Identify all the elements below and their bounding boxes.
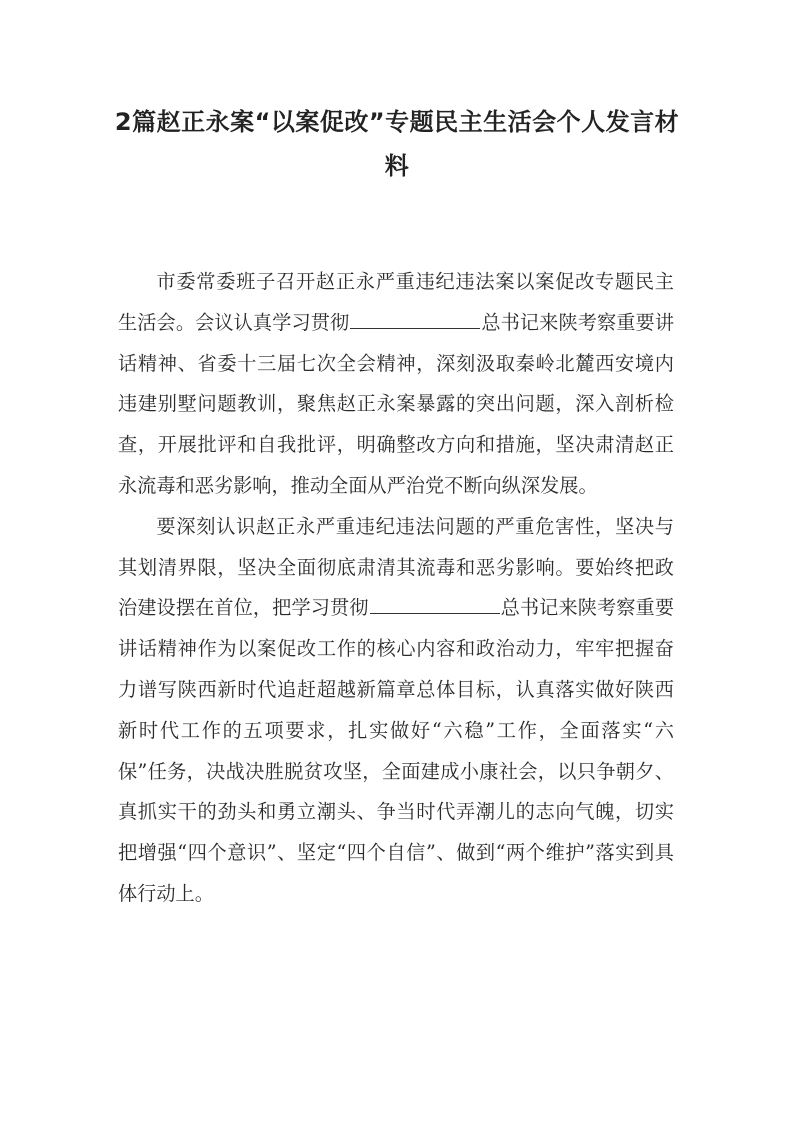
paragraph-2 (118, 507, 674, 915)
paragraph-1-text-before-blank: 市委常委班子召开赵正永严重违纪违法案以案促改专题民主生活会。会议认真学习贯彻 (118, 270, 674, 334)
paragraph-2-text-before-blank: 要深刻认识赵正永严重违纪违法问题的严重危害性，坚决与其划清界限，坚决全面彻底肃清其流毒和恶劣影响。要始终把政治建设摆在首位，把学习贯彻 (118, 514, 674, 620)
fill-in-blank-line (350, 309, 480, 329)
fill-in-blank-line (370, 594, 500, 614)
paragraph-1-text-after-blank: 总书记来陕考察重要讲话精神、省委十三届七次全会精神，深刻汲取秦岭北麓西安境内违建别墅问题教训，聚焦赵正永案暴露的突出问题，深入剖析检查，开展批评和自我批评，明确整改方向和措施，坚决肃清赵正永流毒和恶劣影响，推动全面从严治党不断向纵深发展。 (118, 310, 675, 497)
document-title: 2篇赵正永案“以案促改”专题民主生活会个人发言材料 (114, 108, 680, 180)
document-body (118, 262, 674, 915)
paragraph-2-text-after-blank: 总书记来陕考察重要讲话精神作为以案促改工作的核心内容和政治动力，牢牢把握奋力谱写陕西新时代追赶超越新篇章总体目标，认真落实做好陕西新时代工作的五项要求，扎实做好“六稳”工作，全面落实“六保”任务，决战决胜脱贫攻坚，全面建成小康社会，以只争朝夕、真抓实干的劲头和勇立潮头、争当时代弄潮儿的志向气魄，切实把增强“四个意识”、坚定“四个自信”、做到“两个维护”落实到具体行动上。 (118, 596, 675, 905)
paragraph-1 (118, 262, 674, 507)
